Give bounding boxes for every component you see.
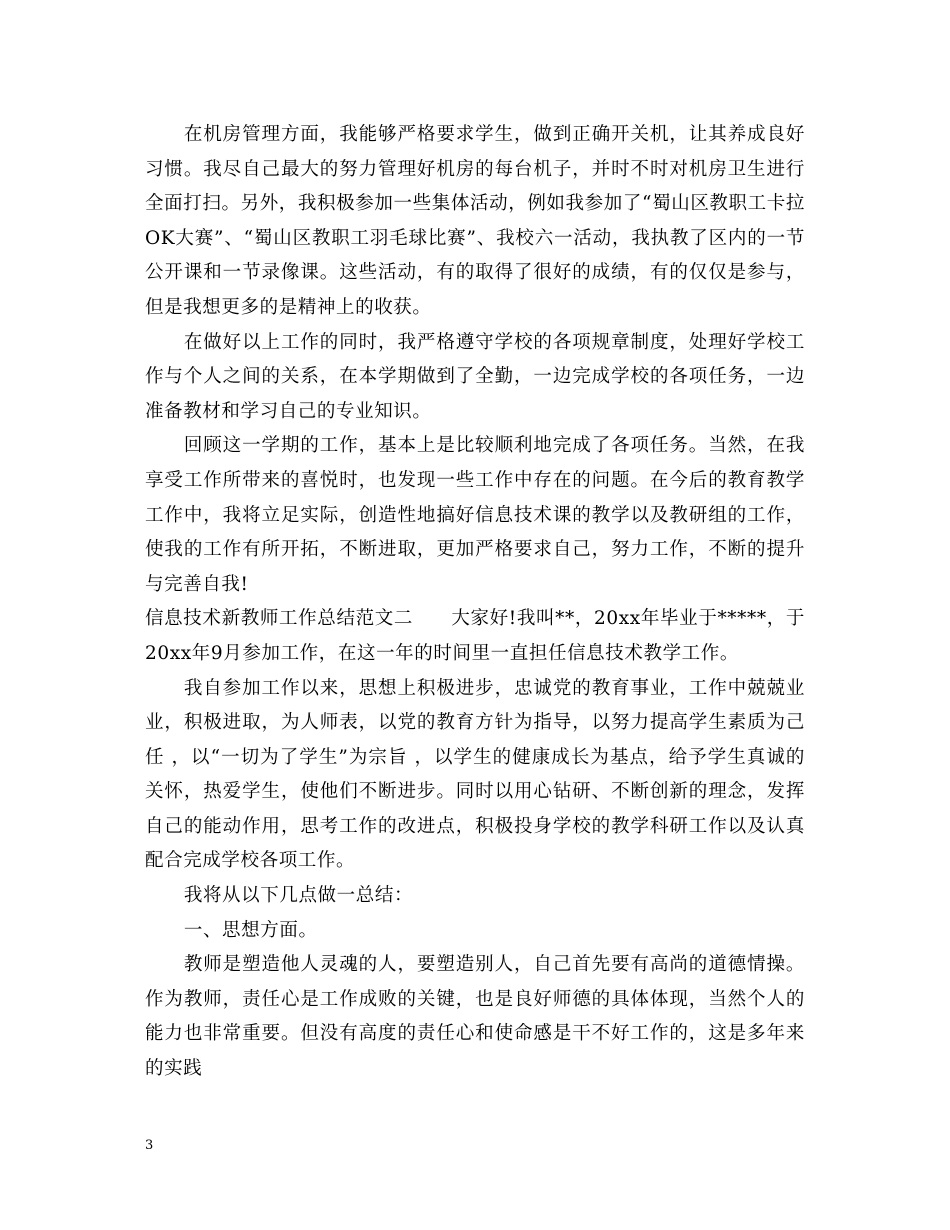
page-number: 3	[145, 1138, 154, 1153]
paragraph-rules: 在做好以上工作的同时，我严格遵守学校的各项规章制度，处理好学校工作与个人之间的关系，在本学期做到了全勤，一边完成学校的各项任务，一边准备教材和学习自己的专业知识。	[145, 331, 805, 422]
document-body	[145, 118, 805, 1087]
paragraph-summary-intro: 我将从以下几点做一总结：	[183, 885, 414, 907]
paragraph-teacher-ethics: 教师是塑造他人灵魂的人，要塑造别人，自己首先要有高尚的道德情操。作为教师，责任心是工作成败的关键，也是良好师德的具体体现，当然个人的能力也非常重要。但没有高度的责任心和使命感是干不好工作的，这是多年来的实践	[145, 954, 805, 1080]
paragraph-work-attitude: 我自参加工作以来，思想上积极进步，忠诚党的教育事业，工作中兢兢业业，积极进取，为人师表，以党的教育方针为指导，以努力提高学生素质为己任 ，以“一切为了学生”为宗旨 ，以学生的健康成长为基点，给予学生真诚的关怀，热爱学生，使他们不断进步。同时以用心钻研、不断创新的理念，发挥自己的能动作用，思考工作的改进点，积极投身学校的教学科研工作以及认真配合完成学校各项工作。	[145, 677, 805, 872]
section-heading-thought: 一、思想方面。	[183, 919, 318, 941]
paragraph-review: 回顾这一学期的工作，基本上是比较顺利地完成了各项任务。当然，在我享受工作所带来的喜悦时，也发现一些工作中存在的问题。在今后的教育教学工作中，我将立足实际，创造性地搞好信息技术课的教学以及教研组的工作，使我的工作有所开拓，不断进取，更加严格要求自己，努力工作，不断的提升与完善自我!	[145, 435, 805, 595]
paragraph-computer-lab: 在机房管理方面，我能够严格要求学生，做到正确开关机，让其养成良好习惯。我尽自己最大的努力管理好机房的每台机子，并时不时对机房卫生进行全面打扫。另外，我积极参加一些集体活动，例如我参加了“蜀山区教职工卡拉OK大赛”、“蜀山区教职工羽毛球比赛”、我校六一活动，我执教了区内的一节公开课和一节录像课。这些活动，有的取得了很好的成绩，有的仅仅是参与，但是我想更多的是精神上的收获。	[145, 124, 805, 318]
paragraph-sample-two-intro: 信息技术新教师工作总结范文二 大家好!我叫**，20xx年毕业于*****，于20xx年9月参加工作，在这一年的时间里一直担任信息技术教学工作。	[145, 608, 805, 664]
